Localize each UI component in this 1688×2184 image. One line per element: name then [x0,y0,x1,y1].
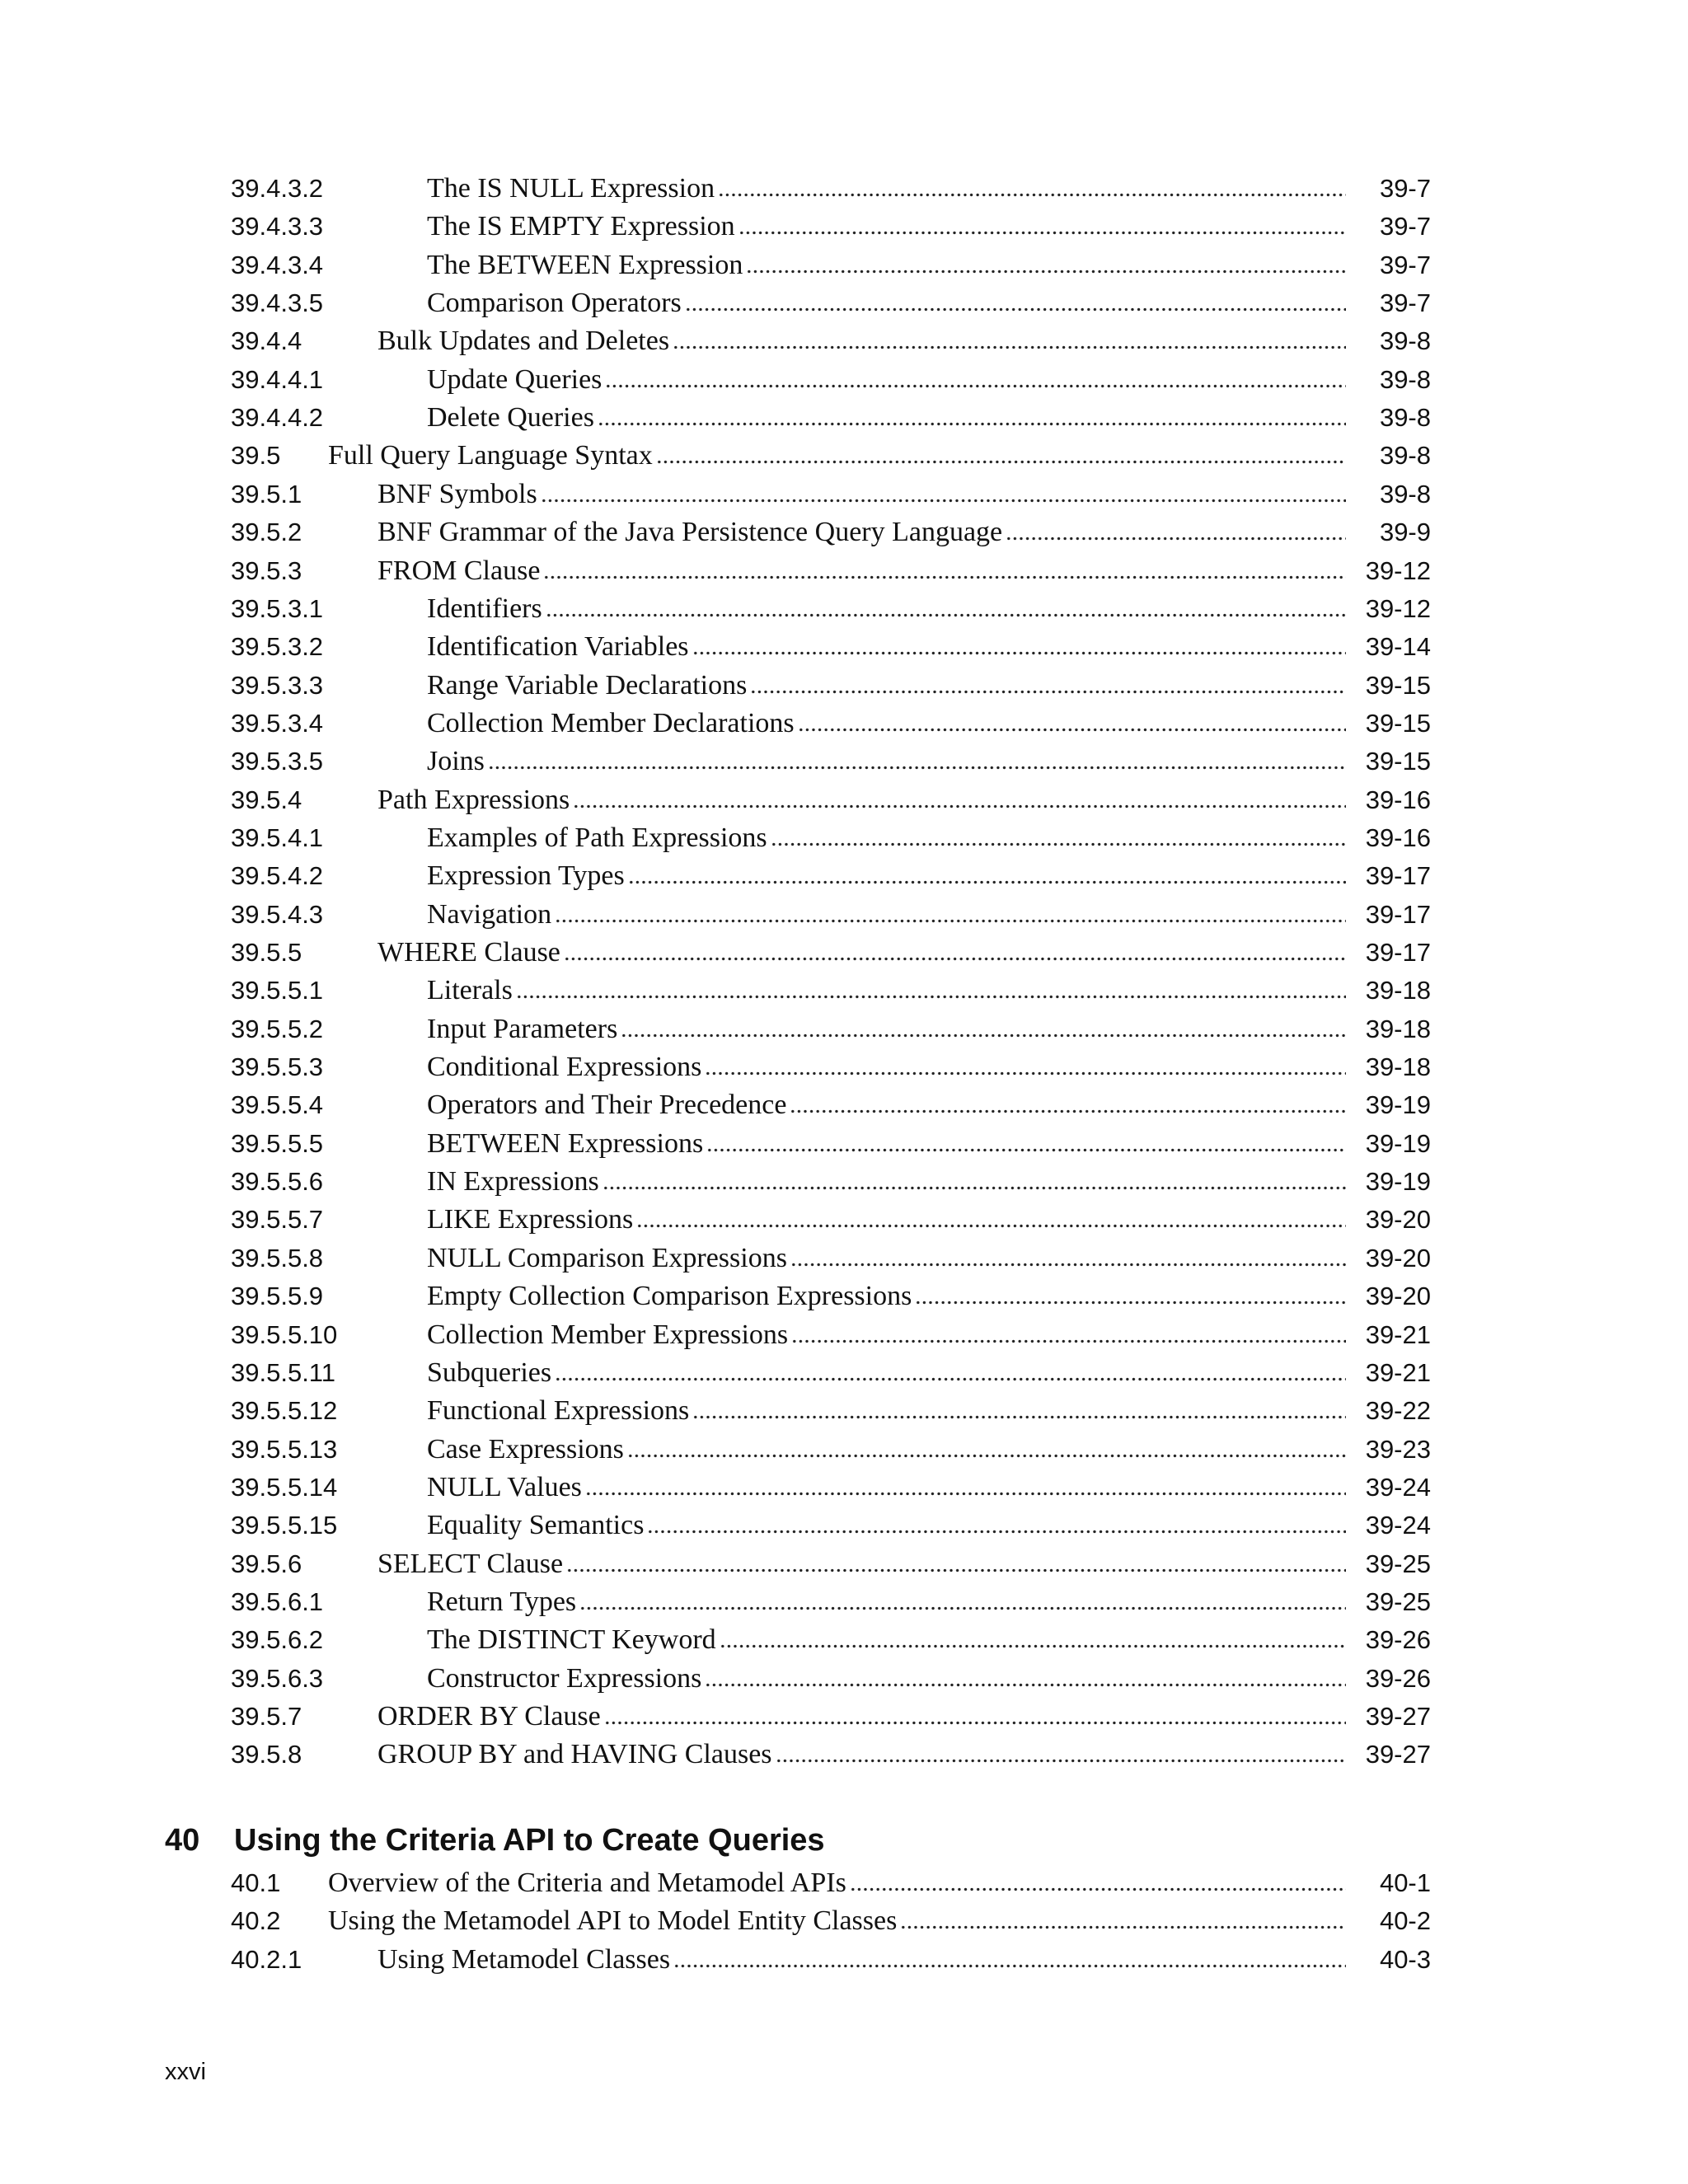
toc-entry[interactable] [0,743,1688,780]
toc-entry[interactable] [0,399,1688,437]
toc-entry-title: ORDER BY Clause [377,1701,601,1732]
toc-entry-number: 39.5.5.3 [231,1052,324,1082]
toc-entry-title-leader [328,1905,1346,1937]
dot-leader [1006,521,1346,541]
dot-leader [566,1553,1346,1572]
toc-entry-page: 39-15 [1365,708,1431,738]
toc-entry-number: 39.5.3.5 [231,747,324,776]
toc-entry-title-leader [427,1204,1346,1235]
dot-leader [585,1476,1346,1496]
dot-leader [692,1399,1346,1419]
toc-entry-page: 40-1 [1379,1868,1431,1897]
toc-entry-title: Return Types [427,1586,577,1617]
dot-leader [776,1743,1346,1763]
toc-entry[interactable] [0,1736,1688,1774]
toc-entry-title: Path Expressions [377,784,570,815]
toc-entry-title-leader [427,1090,1346,1121]
toc-entry-title: BETWEEN Expressions [427,1127,704,1159]
toc-entry-title: Joins [427,746,485,777]
toc-entry-page: 39-27 [1365,1740,1431,1769]
page-number-footer: xxvi [165,2059,206,2085]
toc-entry-title-leader [427,211,1346,242]
toc-entry-number: 39.5.3 [231,555,302,585]
toc-entry[interactable] [0,322,1688,360]
toc-entry-number: 39.5.5.15 [231,1511,338,1540]
toc-entry-title: SELECT Clause [377,1548,564,1579]
chapter-heading [165,1820,825,1861]
toc-entry-title-leader [377,785,1346,816]
toc-entry-title-leader [427,250,1346,281]
toc-entry-title: Delete Queries [427,402,594,434]
toc-entry[interactable] [0,361,1688,399]
toc-entry-title: Navigation [427,898,552,930]
chapter-number: 40 [165,1823,200,1858]
toc-entry-number: 39.5.3.2 [231,632,324,662]
toc-entry-page: 39-19 [1365,1090,1431,1120]
toc-entry-title-leader [377,1944,1346,1975]
toc-entry[interactable] [0,1902,1688,1940]
dot-leader [738,215,1346,235]
toc-entry-page: 39-12 [1365,555,1431,585]
toc-entry-number: 39.5.1 [231,479,302,509]
toc-entry-page: 39-15 [1365,747,1431,776]
dot-leader [656,444,1346,464]
toc-entry[interactable] [0,934,1688,972]
toc-entry-title: Input Parameters [427,1013,618,1044]
toc-entry-page: 39-26 [1365,1663,1431,1693]
toc-entry-number: 39.5.4.2 [231,861,324,891]
toc-entry-title-leader [377,517,1346,548]
toc-entry[interactable] [0,590,1688,628]
toc-entry-page: 39-27 [1365,1702,1431,1731]
toc-entry-title-leader [427,823,1346,854]
toc-entry-title-leader [427,1510,1346,1541]
dot-leader [488,750,1346,770]
toc-entry-title: Collection Member Expressions [427,1319,789,1350]
toc-entry[interactable] [0,1125,1688,1163]
toc-entry-title: Update Queries [427,363,603,395]
toc-entry-number: 39.5.5.14 [231,1472,338,1502]
toc-entry-number: 39.5.5.6 [231,1167,324,1197]
toc-entry-title-leader [377,937,1346,968]
toc-entry-page: 39-8 [1379,441,1431,471]
dot-leader [771,827,1346,846]
toc-entry-title: Identification Variables [427,631,689,663]
dot-leader [541,483,1346,503]
toc-entry-title: BNF Symbols [377,478,537,509]
toc-entry-title: FROM Clause [377,555,541,586]
toc-entry-title-leader [427,1357,1346,1389]
toc-entry-page: 39-9 [1379,518,1431,547]
toc-entry-title: The DISTINCT Keyword [427,1624,716,1656]
toc-entry-title-leader [427,1243,1346,1274]
toc-entry[interactable] [0,246,1688,284]
toc-entry-number: 39.5.4 [231,785,302,814]
toc-entry-number: 39.4.4 [231,326,302,356]
dot-leader [546,598,1346,617]
dot-leader [555,1361,1346,1381]
toc-entry-title: Using Metamodel Classes [377,1943,671,1975]
toc-entry-number: 39.5.5.10 [231,1319,338,1349]
dot-leader [579,1591,1346,1610]
toc-entry-title-leader [328,1868,1346,1899]
toc-entry-page: 39-8 [1379,403,1431,433]
toc-entry-page: 39-25 [1365,1549,1431,1578]
toc-entry[interactable] [0,1545,1688,1583]
toc-entry-number: 39.5.5.4 [231,1090,324,1120]
toc-entry-page: 39-20 [1365,1243,1431,1272]
toc-entry[interactable] [0,705,1688,743]
toc-entry-page: 40-3 [1379,1944,1431,1974]
toc-entry-title: NULL Values [427,1471,582,1502]
toc-entry[interactable] [0,513,1688,551]
toc-entry-page: 39-19 [1365,1128,1431,1158]
toc-entry[interactable] [0,896,1688,934]
toc-entry-title: The BETWEEN Expression [427,249,743,280]
toc-entry[interactable] [0,1316,1688,1354]
toc-entry-number: 39.4.3.4 [231,250,324,279]
toc-entry[interactable] [0,1583,1688,1621]
dot-leader [791,1324,1346,1343]
toc-entry-title-leader [427,1586,1346,1618]
toc-entry[interactable] [0,1941,1688,1979]
toc-entry-page: 39-17 [1365,938,1431,967]
toc-entry-title-leader [377,326,1346,357]
toc-entry-page: 39-18 [1365,1052,1431,1082]
toc-entry-title: Case Expressions [427,1433,624,1465]
toc-entry[interactable] [0,1086,1688,1124]
toc-entry-title-leader [377,1701,1346,1732]
toc-entry-title-leader [427,1395,1346,1427]
toc-entry-number: 39.5.5.13 [231,1434,338,1464]
toc-entry-title-leader [427,1472,1346,1503]
toc-entry-title: Conditional Expressions [427,1052,702,1083]
toc-entry-title: Collection Member Declarations [427,707,795,738]
toc-entry-number: 39.5.5.12 [231,1396,338,1426]
toc-entry-number: 39.5.5.9 [231,1282,324,1311]
toc-entry-page: 39-7 [1379,174,1431,203]
toc-entry-number: 39.5.3.3 [231,670,324,700]
toc-entry-title-leader [427,1052,1346,1083]
toc-entry[interactable] [0,1354,1688,1392]
toc-entry[interactable] [0,1240,1688,1277]
toc-entry-title: Full Query Language Syntax [328,440,653,471]
dot-leader [692,635,1346,655]
toc-entry-title: Bulk Updates and Deletes [377,326,670,357]
toc-entry-number: 39.4.3.5 [231,288,324,318]
toc-entry-page: 39-22 [1365,1396,1431,1426]
toc-entry-page: 39-8 [1379,364,1431,394]
toc-entry-title-leader [427,173,1346,204]
toc-entry-title-leader [427,746,1346,777]
toc-entry[interactable] [0,284,1688,322]
toc-entry-page: 39-18 [1365,1014,1431,1043]
toc-entry-title: Overview of the Criteria and Metamodel APIs [328,1868,846,1898]
toc-entry[interactable] [0,1277,1688,1315]
toc-entry-page: 39-20 [1365,1282,1431,1311]
toc-entry-title-leader [427,860,1346,892]
toc-entry[interactable] [0,1392,1688,1430]
toc-entry-page: 39-26 [1365,1625,1431,1655]
toc-entry-page: 39-17 [1365,899,1431,929]
dot-leader [790,1094,1346,1113]
toc-entry-number: 39.4.3.2 [231,174,324,203]
dot-leader [850,1872,1346,1891]
toc-entry-title-leader [427,1281,1346,1312]
dot-leader [673,1948,1346,1968]
toc-entry-title: NULL Comparison Expressions [427,1242,787,1273]
dot-leader [705,1056,1346,1076]
dot-leader [543,560,1346,579]
toc-entry-title-leader [377,479,1346,510]
toc-entry-title-leader [427,402,1346,434]
dot-leader [746,254,1346,274]
toc-entry-title: The IS EMPTY Expression [427,211,735,242]
toc-entry-number: 39.5.6 [231,1549,302,1578]
toc-entry[interactable] [0,628,1688,666]
toc-entry-number: 39.5.8 [231,1740,302,1769]
toc-entry[interactable] [0,1507,1688,1544]
toc-entry-page: 39-7 [1379,212,1431,241]
toc-entry[interactable] [0,552,1688,590]
dot-leader [604,1705,1346,1725]
toc-entry-page: 39-21 [1365,1319,1431,1349]
toc-entry-title-leader [427,1319,1346,1351]
toc-entry-title-leader [427,631,1346,663]
toc-entry-title: LIKE Expressions [427,1204,634,1235]
dot-leader [564,941,1346,961]
toc-entry-title-leader [427,1128,1346,1160]
toc-entry[interactable] [0,1660,1688,1698]
toc-entry-number: 39.5.5.5 [231,1128,324,1158]
dot-leader [573,789,1346,808]
toc-entry-number: 39.5.6.3 [231,1663,324,1693]
toc-entry-number: 39.5.5.8 [231,1243,324,1272]
toc-entry-number: 39.5.6.2 [231,1625,324,1655]
toc-entry-number: 39.5.3.1 [231,593,324,623]
toc-entry-title-leader [377,555,1346,587]
toc-entry[interactable] [0,1621,1688,1659]
toc-entry[interactable] [0,667,1688,705]
toc-entry-title-leader [427,1663,1346,1694]
toc-entry[interactable] [0,476,1688,513]
dot-leader [915,1285,1346,1305]
toc-entry-number: 39.5.6.1 [231,1586,324,1616]
toc-entry-title-leader [427,670,1346,701]
dot-leader [706,1132,1346,1152]
toc-entry-title-leader [427,899,1346,930]
dot-leader [555,903,1346,923]
toc-entry-number: 39.5 [231,441,281,471]
dot-leader [685,292,1346,312]
toc-entry-title: Empty Collection Comparison Expressions [427,1281,912,1312]
toc-entry-title-leader [427,1014,1346,1045]
toc-entry-number: 39.5.5.1 [231,976,324,1005]
toc-entry[interactable] [0,170,1688,208]
toc-entry-page: 39-8 [1379,326,1431,356]
toc-entry-title-leader [427,1434,1346,1465]
toc-entry[interactable] [0,1431,1688,1469]
toc-entry-page: 39-23 [1365,1434,1431,1464]
toc-entry-number: 39.5.3.4 [231,708,324,738]
toc-entry-title: Functional Expressions [427,1395,690,1427]
toc-entry[interactable] [0,1698,1688,1736]
toc-entry-number: 40.2 [231,1906,281,1936]
toc-entry-title: The IS NULL Expression [427,173,715,204]
toc-entry-number: 40.2.1 [231,1944,302,1974]
toc-entry-page: 40-2 [1379,1906,1431,1936]
toc-entry-title: Comparison Operators [427,288,682,319]
toc-entry-title: Literals [427,975,513,1006]
toc-entry-title: Constructor Expressions [427,1662,702,1694]
dot-leader [603,1170,1346,1190]
toc-entry-title-leader [427,593,1346,625]
toc-entry[interactable] [0,1201,1688,1239]
toc-entry-title: Subqueries [427,1357,552,1388]
toc-entry-page: 39-24 [1365,1511,1431,1540]
toc-entry-page: 39-15 [1365,670,1431,700]
dot-leader [605,368,1346,388]
toc-entry-title-leader [377,1549,1346,1580]
dot-leader [673,330,1346,349]
toc-entry-page: 39-24 [1365,1472,1431,1502]
toc-entry-page: 39-7 [1379,250,1431,279]
toc-entry-page: 39-19 [1365,1167,1431,1197]
toc-entry-title: BNF Grammar of the Java Persistence Query Language [377,517,1003,548]
toc-entry[interactable] [0,1163,1688,1201]
dot-leader [621,1018,1346,1038]
dot-leader [900,1910,1346,1929]
dot-leader [720,1629,1346,1648]
toc-entry-title: Range Variable Declarations [427,669,748,701]
toc-entry-number: 39.5.5.2 [231,1014,324,1043]
toc-entry-title: IN Expressions [427,1166,599,1197]
toc-entry-page: 39-18 [1365,976,1431,1005]
toc-entry-title-leader [427,708,1346,739]
toc-entry-page: 39-21 [1365,1357,1431,1387]
toc-entry-title: Equality Semantics [427,1510,645,1541]
toc-entry[interactable] [0,819,1688,857]
toc-entry-title-leader [427,364,1346,396]
chapter-title: Using the Criteria API to Create Queries [234,1823,825,1858]
toc-entry[interactable] [0,1048,1688,1086]
toc-entry-number: 39.4.3.3 [231,212,324,241]
toc-entry-title-leader [377,1739,1346,1770]
toc-entry[interactable] [0,781,1688,819]
toc-entry[interactable] [0,437,1688,475]
toc-entry-title-leader [328,440,1346,471]
toc-entry-title-leader [427,1166,1346,1197]
toc-entry[interactable] [0,1469,1688,1507]
toc-entry[interactable] [0,208,1688,246]
toc-entry-page: 39-17 [1365,861,1431,891]
toc-entry-number: 39.5.7 [231,1702,302,1731]
toc-entry-title: Operators and Their Precedence [427,1090,787,1121]
toc-entry-title-leader [427,975,1346,1006]
toc-entry-title: Using the Metamodel API to Model Entity Classes [328,1905,898,1937]
toc-entry-page: 39-25 [1365,1586,1431,1616]
toc-entry[interactable] [0,1010,1688,1048]
toc-entry[interactable] [0,857,1688,895]
dot-leader [705,1667,1346,1687]
toc-entry-title-leader [427,288,1346,319]
dot-leader [628,865,1346,884]
toc-entry-title: Examples of Path Expressions [427,822,767,853]
toc-entry-page: 39-7 [1379,288,1431,318]
toc-entry-title: WHERE Clause [377,937,560,968]
dot-leader [647,1514,1346,1534]
toc-entry-number: 39.5.5.11 [231,1357,335,1387]
toc-entry-title-leader [427,1624,1346,1656]
toc-entry-title: GROUP BY and HAVING Clauses [377,1739,772,1770]
toc-entry-page: 39-8 [1379,479,1431,509]
toc-entry-number: 39.5.5 [231,938,302,967]
dot-leader [636,1208,1346,1228]
dot-leader [627,1438,1346,1458]
toc-entry-page: 39-14 [1365,632,1431,662]
dot-leader [516,979,1346,999]
dot-leader [598,406,1346,426]
toc-entry-number: 39.4.4.2 [231,403,324,433]
toc-entry-page: 39-16 [1365,785,1431,814]
toc-entry-page: 39-16 [1365,823,1431,852]
toc-entry-number: 39.5.5.7 [231,1205,324,1235]
toc-entry[interactable] [0,972,1688,1010]
toc-entry-number: 39.5.2 [231,518,302,547]
toc-entry-title: Expression Types [427,860,625,892]
dot-leader [798,712,1346,732]
toc-entry-number: 40.1 [231,1868,281,1897]
toc-entry-number: 39.5.4.3 [231,899,324,929]
toc-entry-number: 39.5.4.1 [231,823,324,852]
dot-leader [790,1247,1346,1267]
dot-leader [718,177,1346,197]
toc-entry-title: Identifiers [427,593,542,624]
dot-leader [750,674,1346,694]
toc-entry[interactable] [0,1864,1688,1902]
toc-entry-page: 39-20 [1365,1205,1431,1235]
toc-entry-page: 39-12 [1365,593,1431,623]
toc-entry-number: 39.4.4.1 [231,364,324,394]
